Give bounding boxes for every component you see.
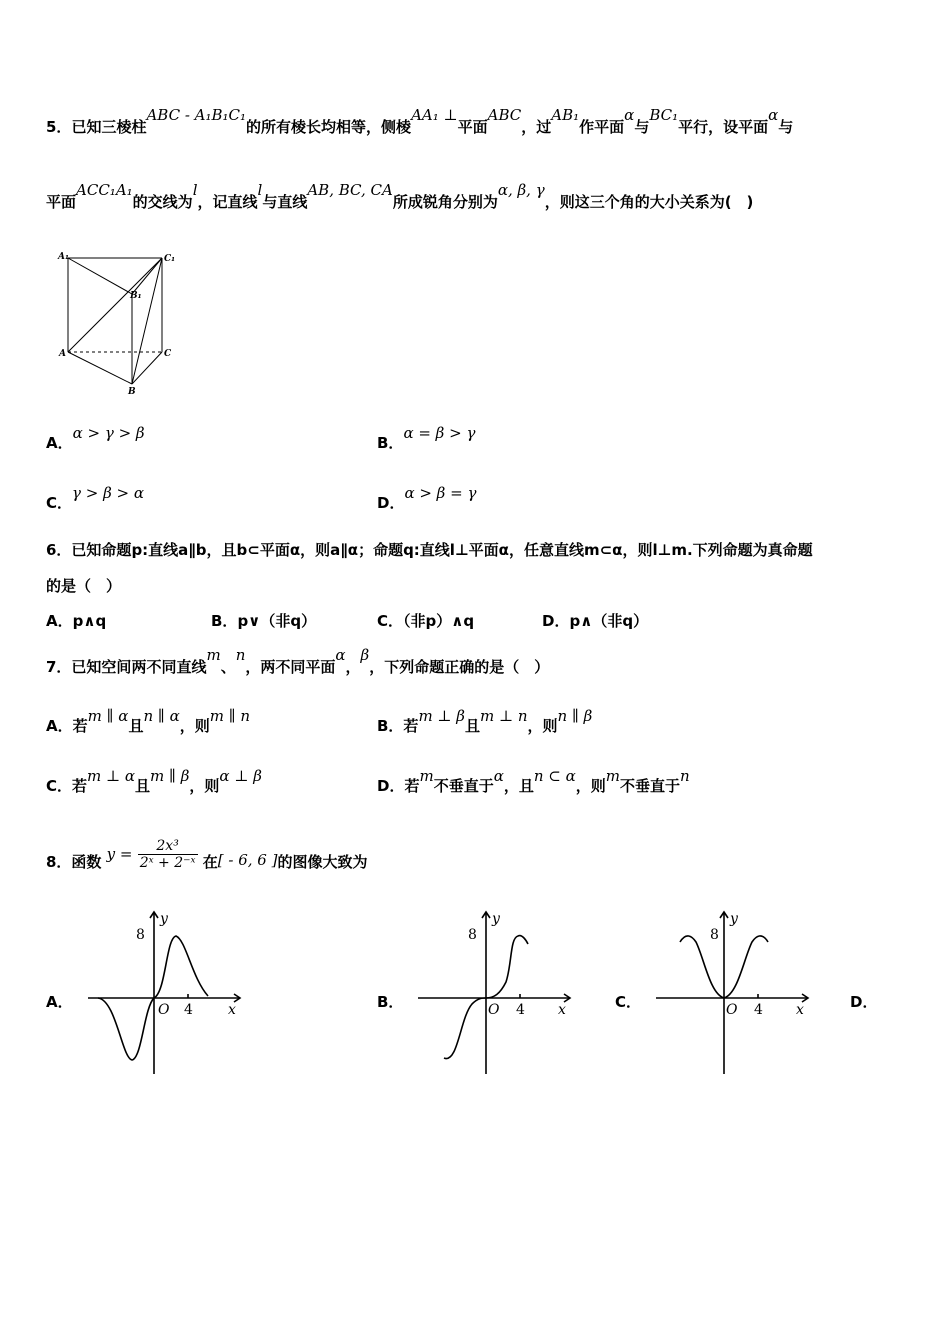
math-alpha: α bbox=[768, 106, 779, 124]
text: ，则这三个角的大小关系为( ) bbox=[544, 193, 754, 211]
text: 在 bbox=[202, 853, 218, 871]
text: ， bbox=[345, 658, 361, 676]
tick-8: 8 bbox=[468, 927, 477, 943]
option-expr: α > γ > β bbox=[72, 424, 145, 442]
q7-option-d[interactable] bbox=[377, 767, 690, 796]
math-alpha: α bbox=[624, 106, 635, 124]
axis-y: y bbox=[160, 911, 168, 927]
math-y: y = bbox=[106, 845, 133, 863]
graph-b bbox=[414, 908, 574, 1078]
prism-figure bbox=[56, 246, 182, 396]
text: 与 bbox=[778, 118, 794, 136]
math-prism: ABC - A₁B₁C₁ bbox=[146, 106, 247, 124]
math: m ∥ n bbox=[209, 707, 251, 725]
math: α bbox=[493, 767, 504, 785]
origin: O bbox=[158, 1002, 170, 1018]
q6-line-1: 6．已知命题p:直线a∥b，且b⊂平面α，则a∥α；命题q:直线l⊥平面α，任意直线m⊂α，则l⊥m.下列命题为真命题 bbox=[46, 541, 813, 559]
option-label: D． bbox=[542, 612, 570, 630]
math: m ⊥ β bbox=[418, 707, 465, 725]
axis-y: y bbox=[730, 911, 738, 927]
q6-line-2: 的是（ ） bbox=[46, 577, 122, 595]
math-aa1-perp: AA₁ ⊥ bbox=[411, 106, 458, 124]
denominator: 2ˣ + 2⁻ˣ bbox=[139, 855, 196, 871]
q8-option-c-label[interactable]: C． bbox=[615, 993, 642, 1011]
tick-4: 4 bbox=[516, 1002, 525, 1018]
text: D．若 bbox=[377, 777, 420, 795]
axis-x: x bbox=[796, 1002, 804, 1018]
math: n ∥ β bbox=[557, 707, 593, 725]
text: 与 bbox=[634, 118, 650, 136]
text: ，记直线 bbox=[197, 193, 258, 211]
math: n ∥ α bbox=[143, 707, 180, 725]
text: 平行，设平面 bbox=[678, 118, 769, 136]
q8-option-a-label[interactable]: A． bbox=[46, 993, 73, 1011]
text: ，过 bbox=[521, 118, 552, 136]
label-a: A bbox=[59, 349, 66, 359]
text: ，则 bbox=[189, 777, 220, 795]
q5-line-1 bbox=[46, 106, 794, 137]
text: 且 bbox=[135, 777, 151, 795]
option-expr: （非p）∧q bbox=[403, 612, 475, 630]
option-label: B． bbox=[211, 612, 238, 630]
q8-stem bbox=[46, 838, 368, 879]
text: 的图像大致为 bbox=[277, 853, 368, 871]
graph-c bbox=[652, 908, 812, 1078]
q7-stem bbox=[46, 646, 550, 677]
numerator: 2x³ bbox=[138, 838, 198, 855]
text: 的交线为 bbox=[132, 193, 193, 211]
label-a1: A₁ bbox=[58, 252, 69, 262]
text: 7．已知空间两不同直线 bbox=[46, 658, 207, 676]
option-expr: γ > β > α bbox=[72, 484, 144, 502]
math: m ∥ α bbox=[87, 707, 129, 725]
math-l: l bbox=[192, 181, 198, 199]
text: ，则 bbox=[527, 717, 558, 735]
math-abc: ABC bbox=[487, 106, 522, 124]
tick-4: 4 bbox=[184, 1002, 193, 1018]
text: ，两不同平面 bbox=[245, 658, 336, 676]
text: ，则 bbox=[179, 717, 210, 735]
option-label: D． bbox=[377, 494, 405, 512]
math-bc1: BC₁ bbox=[649, 106, 679, 124]
q5-option-a[interactable] bbox=[46, 424, 145, 453]
q6-option-b[interactable] bbox=[211, 610, 316, 631]
text: A．若 bbox=[46, 717, 88, 735]
math: α ⊥ β bbox=[219, 767, 262, 785]
math: m ⊥ α bbox=[87, 767, 136, 785]
label-b: B bbox=[128, 387, 136, 396]
axis-x: x bbox=[558, 1002, 566, 1018]
option-label: C． bbox=[377, 612, 404, 630]
text: 已知三棱柱 bbox=[71, 118, 147, 136]
option-label: B． bbox=[377, 434, 404, 452]
option-expr: p∧（非q） bbox=[569, 612, 649, 630]
axis-y: y bbox=[492, 911, 500, 927]
math-interval: [ - 6, 6 ] bbox=[217, 851, 278, 869]
text: C．若 bbox=[46, 777, 88, 795]
label-c1: C₁ bbox=[164, 254, 176, 264]
q6-option-c[interactable] bbox=[377, 610, 474, 631]
option-expr: p∨（非q） bbox=[237, 612, 317, 630]
text: ，且 bbox=[503, 777, 534, 795]
math-plane: ACC₁A₁ bbox=[76, 181, 133, 199]
text: 不垂直于 bbox=[433, 777, 494, 795]
q5-number: 5． bbox=[46, 118, 72, 136]
math: n bbox=[680, 767, 690, 785]
tick-4: 4 bbox=[754, 1002, 763, 1018]
label-c: C bbox=[164, 349, 172, 359]
option-label: A． bbox=[46, 612, 73, 630]
math-lines: AB, BC, CA bbox=[307, 181, 393, 199]
q8-option-d-label[interactable]: D． bbox=[850, 993, 878, 1011]
text: 与直线 bbox=[262, 193, 308, 211]
text: 作平面 bbox=[579, 118, 625, 136]
axis-x: x bbox=[228, 1002, 236, 1018]
q6-option-d[interactable] bbox=[542, 610, 648, 631]
q7-option-a[interactable] bbox=[46, 707, 251, 736]
math-ab1: AB₁ bbox=[551, 106, 580, 124]
math: m bbox=[419, 767, 434, 785]
math: m ⊥ n bbox=[480, 707, 528, 725]
text: B．若 bbox=[377, 717, 419, 735]
text: ，则 bbox=[575, 777, 606, 795]
math-beta: β bbox=[360, 646, 370, 664]
option-expr: α > β = γ bbox=[404, 484, 477, 502]
q5-option-c[interactable] bbox=[46, 484, 144, 513]
math-alpha: α bbox=[335, 646, 346, 664]
option-label: C． bbox=[46, 494, 73, 512]
text: 的所有棱长均相等，侧棱 bbox=[246, 118, 412, 136]
q7-option-b[interactable] bbox=[377, 707, 593, 736]
text: 且 bbox=[464, 717, 480, 735]
text: 且 bbox=[128, 717, 144, 735]
q7-option-c[interactable] bbox=[46, 767, 262, 796]
text: 平面 bbox=[457, 118, 488, 136]
text: 不垂直于 bbox=[620, 777, 681, 795]
q5-option-b[interactable] bbox=[377, 424, 476, 453]
math: n ⊂ α bbox=[533, 767, 576, 785]
text: 所成锐角分别为 bbox=[392, 193, 498, 211]
text: 8．函数 bbox=[46, 853, 102, 871]
q5-line-2 bbox=[46, 181, 754, 212]
option-expr: p∧q bbox=[72, 612, 107, 630]
tick-8: 8 bbox=[136, 927, 145, 943]
graph-a bbox=[84, 908, 244, 1078]
origin: O bbox=[488, 1002, 500, 1018]
text: 平面 bbox=[46, 193, 77, 211]
origin: O bbox=[726, 1002, 738, 1018]
option-label: A． bbox=[46, 434, 73, 452]
option-expr: α = β > γ bbox=[403, 424, 476, 442]
fraction bbox=[138, 838, 198, 871]
math: m ∥ β bbox=[150, 767, 190, 785]
tick-8: 8 bbox=[710, 927, 719, 943]
math-l: l bbox=[257, 181, 263, 199]
math-angles: α, β, γ bbox=[497, 181, 545, 199]
math-m: m bbox=[206, 646, 221, 664]
math: m bbox=[605, 767, 621, 785]
q5-option-d[interactable] bbox=[377, 484, 477, 513]
text: 、 bbox=[220, 658, 236, 676]
q8-option-b-label[interactable]: B． bbox=[377, 993, 404, 1011]
math-n: n bbox=[235, 646, 246, 664]
q6-option-a[interactable] bbox=[46, 610, 106, 631]
text: ，下列命题正确的是（ ） bbox=[369, 658, 550, 676]
label-b1: B₁ bbox=[130, 291, 142, 301]
